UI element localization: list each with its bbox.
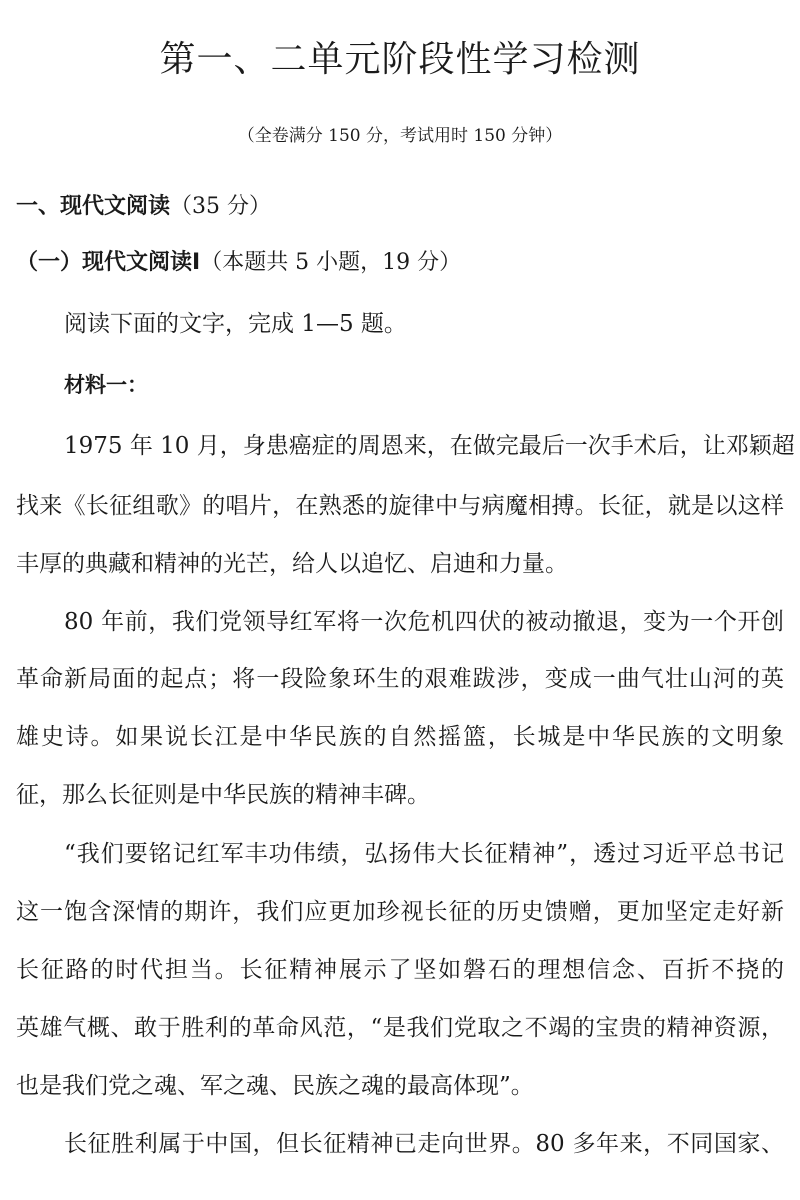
section-label: 一、现代文阅读 [16,194,171,219]
paragraph-1-line-1: 1975 年 10 月，身患癌症的周恩来，在做完最后一次手术后，让邓颖超 [64,433,795,459]
paragraph-1-line-2: 找来《长征组歌》的唱片，在熟悉的旋律中与病魔相搏。长征，就是以这样 [16,493,784,519]
subsection-label: （一）现代文阅读Ⅰ [16,250,201,275]
exam-info: （全卷满分 150 分，考试用时 150 分钟） [237,126,563,146]
subsection-info: （本题共 5 小题，19 分） [200,250,462,275]
paragraph-1-line-3: 丰厚的典藏和精神的光芒，给人以追忆、启迪和力量。 [16,551,568,577]
subsection-heading [16,246,461,280]
paragraph-2-line-2: 革命新局面的起点；将一段险象环生的艰难跋涉，变成一曲气壮山河的英 [16,666,784,692]
paragraph-3-line-4: 英雄气概、敢于胜利的革命风范，“是我们党取之不竭的宝贵的精神资源， [16,1015,784,1041]
paragraph-2-line-3: 雄史诗。如果说长江是中华民族的自然摇篮，长城是中华民族的文明象 [16,724,784,750]
section-heading [16,190,271,224]
paragraph-3-line-5: 也是我们党之魂、军之魂、民族之魂的最高体现”。 [16,1073,534,1099]
paragraph-3-line-2: 这一饱含深情的期许，我们应更加珍视长征的历史馈赠，更加坚定走好新 [16,899,784,925]
reading-instruction: 阅读下面的文字，完成 1—5 题。 [64,311,407,337]
page-title: 第一、二单元阶段性学习检测 [159,39,641,80]
paragraph-3-line-3: 长征路的时代担当。长征精神展示了坚如磐石的理想信念、百折不挠的 [16,957,784,983]
material-label: 材料一： [64,373,148,397]
section-score: （35 分） [170,194,272,219]
paragraph-2-line-1: 80 年前，我们党领导红军将一次危机四伏的被动撤退，变为一个开创 [64,609,784,635]
paragraph-4-line-1: 长征胜利属于中国，但长征精神已走向世界。80 多年来，不同国家、 [64,1131,784,1157]
paragraph-3-line-1: “我们要铭记红军丰功伟绩，弘扬伟大长征精神”，透过习近平总书记 [64,841,784,867]
paragraph-2-line-4: 征，那么长征则是中华民族的精神丰碑。 [16,782,430,808]
